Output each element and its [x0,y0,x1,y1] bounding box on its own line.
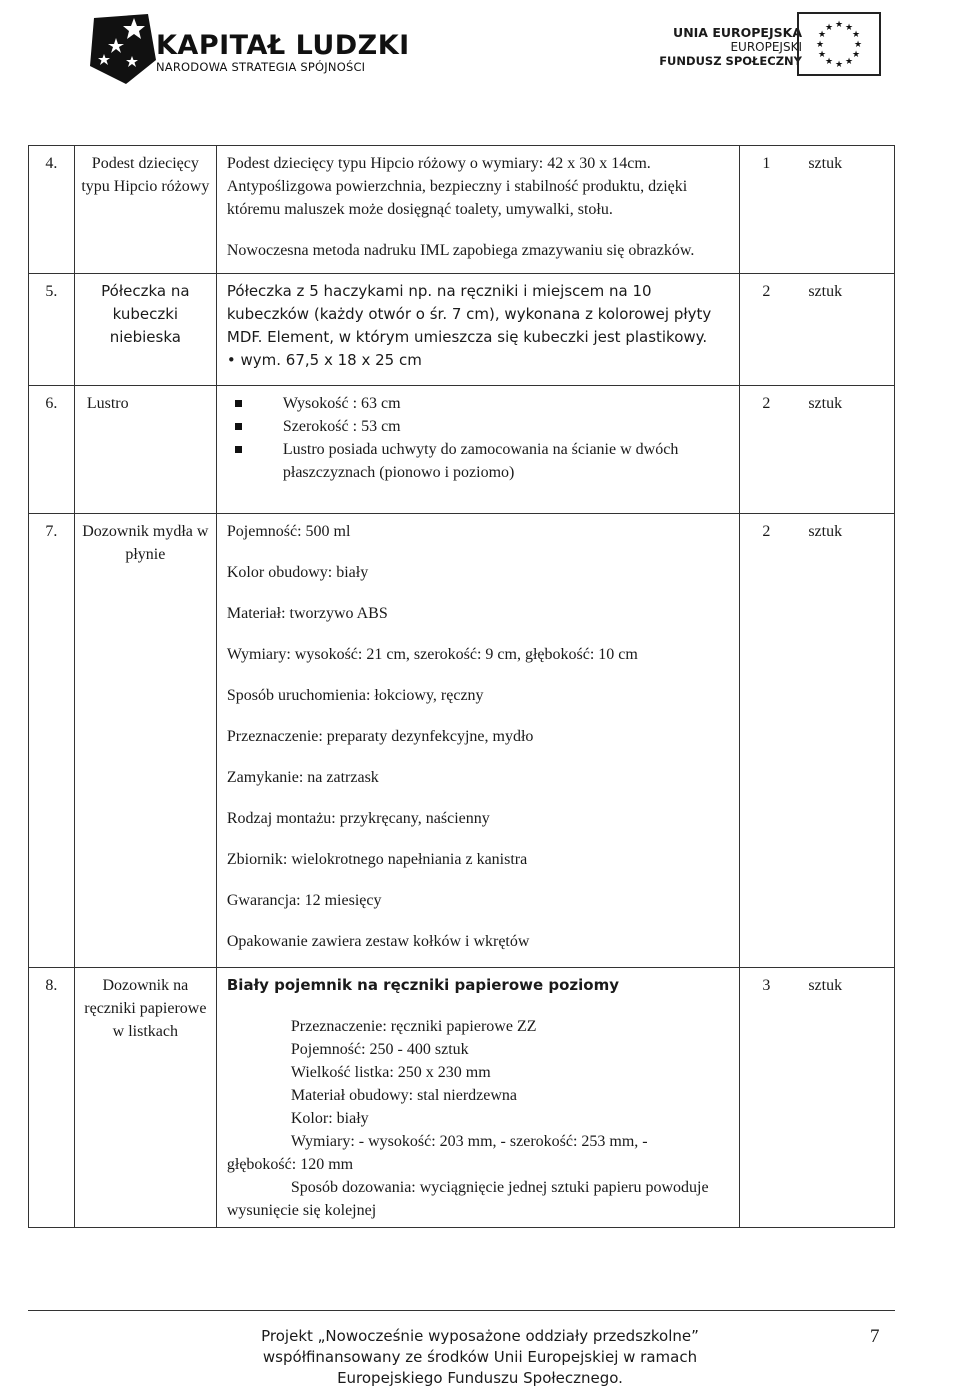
spec-line: Kolor: biały [290,1110,369,1127]
item-description [216,146,739,274]
eu-line-2: EUROPEJSKI [730,40,802,54]
item-description [216,386,739,514]
item-name: Lustro [74,386,216,514]
svg-text:★: ★ [815,40,825,50]
spec-line: Pojemność: 500 ml [226,523,351,540]
desc-paragraph: Półeczka z 5 haczykami np. na ręczniki i miejscem na 10 kubeczków (każdy otwór o śr. 7 cm), wykonana z kolorowej płyty MDF. Element, w którym umieszcza się kubeczki jest plastikowy. [226,282,712,346]
spec-line: Zamykanie: na zatrzask [226,769,379,786]
spec-line: Przeznaczenie: preparaty dezynfekcyjne, mydło [226,728,534,745]
item-quantity [740,514,895,968]
item-description [216,968,739,1228]
quantity-unit: sztuk [808,283,843,300]
spec-line: głębokość: 120 mm [226,1156,354,1173]
item-description [216,514,739,968]
table-row [29,514,895,968]
page-header [0,0,960,110]
item-name: Dozownik na ręczniki papierowe w listkach [74,968,216,1228]
item-name: Podest dziecięcy typu Hipcio różowy [74,146,216,274]
item-quantity [740,386,895,514]
svg-text:★: ★ [853,40,863,50]
table-row [29,386,895,514]
item-quantity [740,274,895,386]
list-item: Lustro posiada uchwyty do zamocowania na ścianie w dwóch płaszczyznach (pionowo i poziomo) [221,438,735,484]
quantity-value: 2 [762,395,771,412]
spec-line: Wymiary: - wysokość: 203 mm, - szerokość: 253 mm, - [290,1133,648,1150]
svg-text:★: ★ [817,30,827,40]
spec-line: wysunięcie się kolejnej [226,1202,377,1219]
svg-text:★: ★ [824,23,834,33]
svg-text:★: ★ [817,50,827,60]
svg-text:★: ★ [844,57,854,67]
list-item: Szerokość : 53 cm [221,415,735,438]
quantity-unit: sztuk [808,977,843,994]
spec-line: Przeznaczenie: ręczniki papierowe ZZ [290,1018,537,1035]
table-row [29,968,895,1228]
table-row [29,146,895,274]
row-number: 7. [29,514,75,968]
spec-line: Kolor obudowy: biały [226,564,369,581]
quantity-unit: sztuk [808,523,843,540]
item-name: Półeczka na kubeczki niebieska [74,274,216,386]
quantity-value: 3 [762,977,771,994]
eu-line-3: FUNDUSZ SPOŁECZNY [659,54,802,68]
item-description [216,274,739,386]
eu-label [659,26,802,68]
spec-bullet-list [221,392,735,484]
item-name: Dozownik mydła w płynie [74,514,216,968]
quantity-value: 2 [762,283,771,300]
footer-line-3: Europejskiego Funduszu Społecznego. [337,1369,623,1387]
kapital-ludzki-logo [86,10,166,88]
list-item: Wysokość : 63 cm [221,392,735,415]
spec-line: Pojemność: 250 - 400 sztuk [290,1041,469,1058]
quantity-value: 2 [762,523,771,540]
spec-line: Rodzaj montażu: przykręcany, naścienny [226,810,490,827]
row-number: 5. [29,274,75,386]
item-quantity [740,146,895,274]
footer-line-1: Projekt „Nowocześnie wyposażone oddziały przedszkolne” [261,1327,699,1345]
page-number: 7 [870,1326,880,1347]
quantity-unit: sztuk [808,395,843,412]
spec-line: Materiał: tworzywo ABS [226,605,388,622]
quantity-unit: sztuk [808,155,843,172]
item-heading: Biały pojemnik na ręczniki papierowe poziomy [226,976,620,994]
spec-line: Gwarancja: 12 miesięcy [226,892,382,909]
eu-flag-icon [797,12,881,76]
spec-line: Wielkość listka: 250 x 230 mm [290,1064,491,1081]
footer-text [0,1326,960,1389]
footer-line-2: współfinansowany ze środków Unii Europejskiej w ramach [262,1348,698,1366]
spec-line: Sposób dozowania: wyciągnięcie jednej sztuki papieru powoduje [290,1179,709,1196]
item-quantity [740,968,895,1228]
spec-line: Zbiornik: wielokrotnego napełniania z kanistra [226,851,528,868]
svg-text:★: ★ [844,23,854,33]
eu-line-1: UNIA EUROPEJSKA [673,25,802,40]
row-number: 8. [29,968,75,1228]
desc-paragraph: Nowoczesna metoda nadruku IML zapobiega zmazywaniu się obrazków. [226,242,695,259]
row-number: 6. [29,386,75,514]
kapital-ludzki-subtitle: NARODOWA STRATEGIA SPÓJNOŚCI [156,60,366,74]
svg-text:★: ★ [834,60,844,70]
spec-line: Materiał obudowy: stal nierdzewna [290,1087,518,1104]
svg-text:★: ★ [851,30,861,40]
footer-divider [28,1310,895,1311]
kapital-ludzki-title: KAPITAŁ LUDZKI [156,30,410,61]
table-row [29,274,895,386]
row-number: 4. [29,146,75,274]
svg-text:★: ★ [834,20,844,30]
spec-line: Sposób uruchomienia: łokciowy, ręczny [226,687,484,704]
desc-paragraph: • wym. 67,5 x 18 x 25 cm [226,351,422,369]
desc-paragraph: Podest dziecięcy typu Hipcio różowy o wymiary: 42 x 30 x 14cm. Antypoślizgowa powierzchnia, bezpieczny i stabilność produktu, dzięki któremu maluszek może dosięgnąć toalety, umywalki, stołu. [226,155,688,218]
items-table [28,145,895,1228]
quantity-value: 1 [762,155,771,172]
spec-line: Opakowanie zawiera zestaw kołków i wkrętów [226,933,530,950]
spec-line: Wymiary: wysokość: 21 cm, szerokość: 9 cm, głębokość: 10 cm [226,646,638,663]
svg-text:★: ★ [851,50,861,60]
svg-text:★: ★ [824,57,834,67]
